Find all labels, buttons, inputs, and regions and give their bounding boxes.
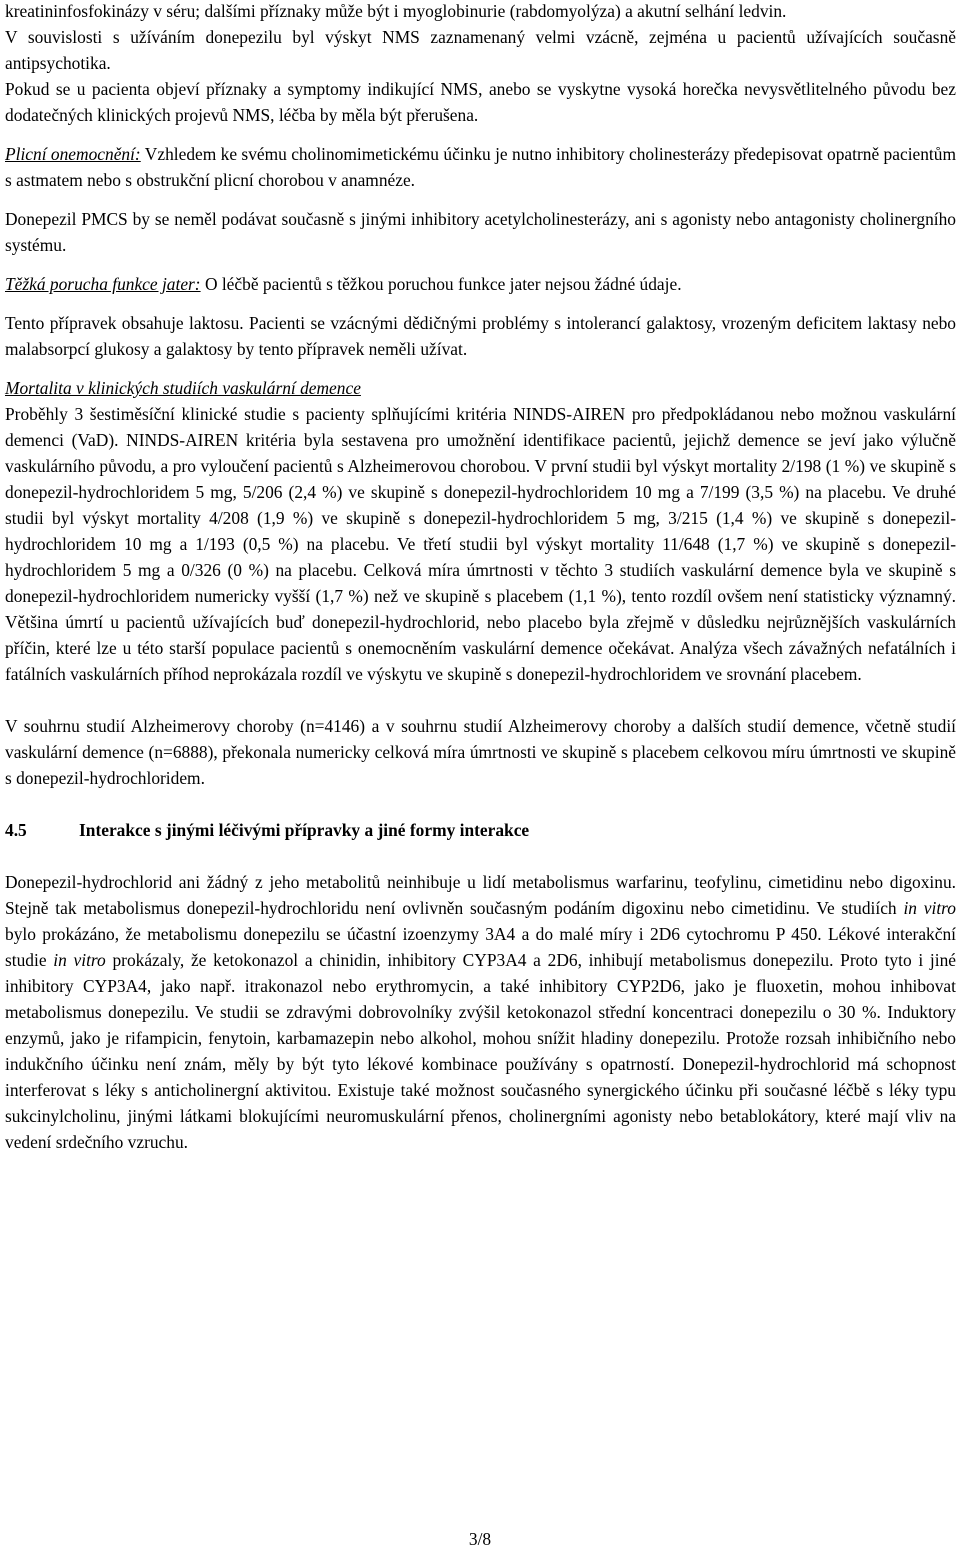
lactose-paragraph: Tento přípravek obsahuje laktosu. Pacienti se vzácnými dědičnými problémy s intolerancí galaktosy, vrozeným deficitem laktasy nebo malabsorpcí glukosy a galaktosy by tento přípravek neměli užívat. xyxy=(5,313,956,359)
summary-paragraph: V souhrnu studií Alzheimerovy choroby (n=4146) a v souhrnu studií Alzheimerovy choroby a dalších studií demence, včetně studií vaskulární demence (n=6888), překonala numericky celková míra úmrtnosti ve skupině s placebem celkovou míru úmrtnosti ve skupině s donepezil-hydrochloridem. xyxy=(5,716,956,788)
section-heading xyxy=(5,817,956,843)
liver-paragraph xyxy=(5,271,956,297)
in-vitro-2: in vitro xyxy=(53,950,106,970)
interactions-text-c: prokázaly, že ketokonazol a chinidin, inhibitory CYP3A4 a 2D6, inhibují metabolismus donepezilu. Proto tyto i jiné inhibitory CYP3A4, jako např. itrakonazol nebo erythromycin, a také inhibitory CYP2D6, jako je fluoxetin, mohou inhibovat metabolismus donepezilu. Ve studii se zdravými dobrovolníky zvýšil ketokonazol střední koncentraci donepezilu o 30 %. Induktory enzymů, jako je rifampicin, fenytoin, karbamazepin nebo alkohol, mohou snížit hladiny donepezilu. Protože rozsah inhibičního nebo indukčního účinku není znám, měly by být tyto lékové kombinace používány s opatrností. Donepezil-hydrochlorid má schopnost interferovat s léky s anticholinergní aktivitou. Existuje také možnost současného synergického účinku při současné léčbě s léky typu sukcinylcholinu, jinými látkami blokujícími neuromuskulární přenos, cholinergními agonisty nebo betablokátory, které mají vliv na vedení srdečního vzruchu. xyxy=(5,950,957,1152)
interactions-text-a: Donepezil-hydrochlorid ani žádný z jeho metabolitů neinhibuje u lidí metabolismus warfarinu, teofylinu, cimetidinu nebo digoxinu. Stejně tak metabolismus donepezil-hydrochloridu není ovlivněn současným podáním digoxinu nebo cimetidinu. Ve studiích xyxy=(5,872,956,918)
nms-paragraph-1: kreatininfosfokinázy v séru; dalšími příznaky může být i myoglobinurie (rabdomyolýza) a akutní selhání ledvin. xyxy=(5,1,787,21)
nms-paragraph-3: Pokud se u pacienta objeví příznaky a symptomy indikující NMS, anebo se vyskytne vysoká horečka nevysvětlitelného původu bez dodatečných klinických projevů NMS, léčba by měla být přerušena. xyxy=(5,79,956,125)
section-number: 4.5 xyxy=(5,820,27,840)
mortality-title-text: Mortalita v klinických studiích vaskulární demence xyxy=(5,378,361,398)
pmcs-paragraph: Donepezil PMCS by se neměl podávat současně s jinými inhibitory acetylcholinesterázy, ani s agonisty nebo antagonisty cholinergního systému. xyxy=(5,209,956,255)
pulmonary-paragraph xyxy=(5,141,956,193)
page-number: 3/8 xyxy=(468,1529,492,1549)
mortality-paragraph: Proběhly 3 šestiměsíční klinické studie s pacienty splňujícími kritéria NINDS-AIREN pro předpokládanou nebo možnou vaskulární demenci (VaD). NINDS-AIREN kritéria byla sestavena pro umožnění identifikace pacientů, jejichž demence se jeví jako výlučně vaskulárního původu, a pro vyloučení pacientů s Alzheimerovou chorobou. V první studii byl výskyt mortality 2/198 (1 %) ve skupině s donepezil-hydrochloridem 5 mg, 5/206 (2,4 %) ve skupině s donepezil-hydrochloridem 10 mg a 7/199 (3,5 %) na placebu. Ve druhé studii byl výskyt mortality 4/208 (1,9 %) ve skupině s donepezil-hydrochloridem 5 mg, 3/215 (1,4 %) ve skupině s donepezil-hydrochloridem 10 mg a 1/193 (0,5 %) na placebu. Ve třetí studii byl výskyt mortality 11/648 (1,7 %) ve skupině s donepezil-hydrochloridem 5 mg a 0/326 (0 %) na placebu. Celková míra úmrtnosti v těchto 3 studiích vaskulární demence byla ve skupině s donepezil-hydrochloridem numericky vyšší (1,7 %) než ve skupině s placebem (1,1 %), tento rozdíl ovšem není statisticky významný. Většina úmrtí u pacientů užívajících buď donepezil-hydrochlorid, nebo placebo byla zřejmě v důsledku nejrůznějších vaskulárních příčin, které lze u této starší populace pacientů s onemocněním vaskulární demence očekávat. Analýza všech závažných nefatálních i fatálních vaskulárních příhod neprokázala rozdíl ve výskytu ve skupině s donepezil-hydrochloridem ve srovnání placebem. xyxy=(5,404,956,684)
pulmonary-text: Vzhledem ke svému cholinomimetickému účinku je nutno inhibitory cholinesterázy předepisovat opatrně pacientům s astmatem nebo s obstrukční plicní chorobou v anamnéze. xyxy=(5,144,956,190)
document-page xyxy=(5,0,956,1155)
mortality-title xyxy=(5,375,956,401)
liver-label: Těžká porucha funkce jater: xyxy=(5,274,201,294)
nms-paragraph-2: V souvislosti s užíváním donepezilu byl výskyt NMS zaznamenaný velmi vzácně, zejména u pacientů užívajících současně antipsychotika. xyxy=(5,27,956,73)
liver-text: O léčbě pacientů s těžkou poruchou funkce jater nejsou žádné údaje. xyxy=(200,274,682,294)
in-vitro-1: in vitro xyxy=(903,898,956,918)
interactions-paragraph xyxy=(5,869,956,1155)
interactions-text-b: bylo prokázáno, že metabolismu donepezilu se účastní izoenzymy 3A4 a do malé míry i 2D6 cytochromu P 450. Lékové interakční studie xyxy=(5,924,956,970)
section-title: Interakce s jinými léčivými přípravky a jiné formy interakce xyxy=(79,820,530,840)
pulmonary-label: Plicní onemocnění: xyxy=(5,144,141,164)
